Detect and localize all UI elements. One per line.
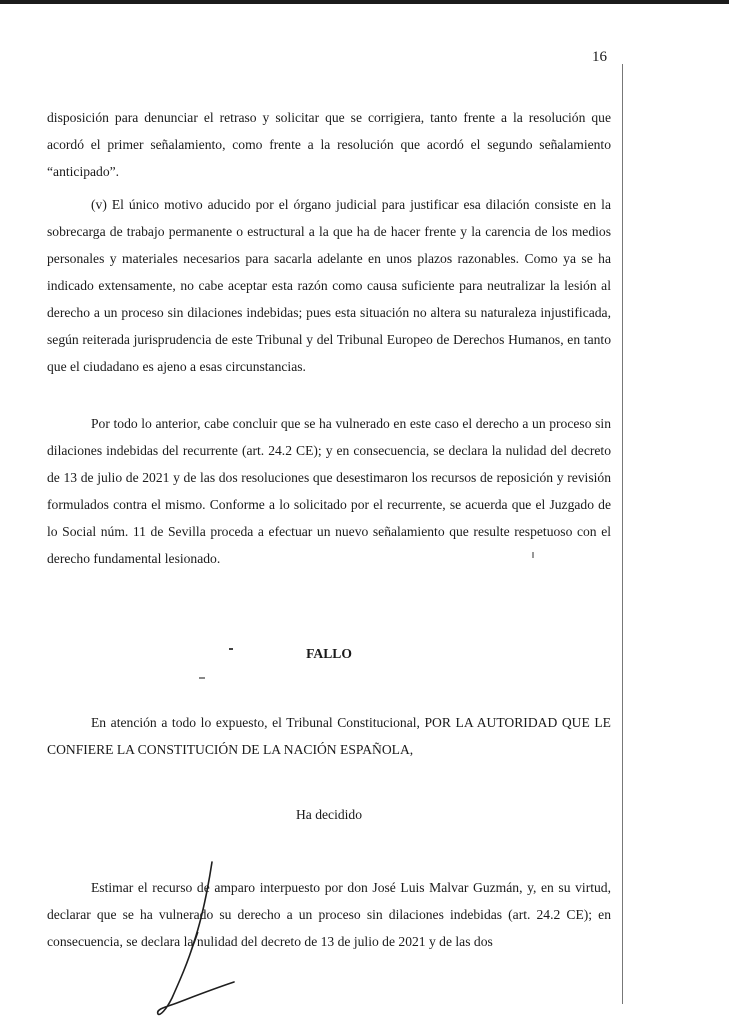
right-margin-rule — [622, 64, 623, 1004]
paragraph-authority: En atención a todo lo expuesto, el Tribunal Constitucional, POR LA AUTORIDAD QUE LE CONFIERE LA CONSTITUCIÓN DE LA NACIÓN ESPAÑOLA, — [47, 715, 611, 757]
paragraph-continuation: disposición para denunciar el retraso y solicitar que se corrigiera, tanto frente a la resolución que acordó el primer señalamiento, como frente a la resolución que acordó el segundo señalamiento “anticipado”. — [47, 110, 611, 179]
ha-decidido-heading: Ha decidido — [295, 807, 363, 822]
paragraph-conclusion: Por todo lo anterior, cabe concluir que se ha vulnerado en este caso el derecho a un proceso sin dilaciones indebidas del recurrente (art. 24.2 CE); y en consecuencia, se declara la nulidad del decreto de 13 de julio de 2021 y de las dos resoluciones que desestimaron los recursos de reposición y revisión formulados contra el mismo. Conforme a lo solicitado por el recurrente, se acuerda que el Juzgado de lo Social núm. 11 de Sevilla proceda a efectuar un nuevo señalamiento que resulte respetuoso con el derecho fundamental lesionado. — [47, 416, 611, 566]
page-number: 16 — [592, 49, 607, 65]
scan-speck — [532, 552, 534, 558]
scan-top-edge — [0, 0, 729, 4]
paragraph-ruling: Estimar el recurso de amparo interpuesto por don José Luis Malvar Guzmán, y, en su virtud, declarar que se ha vulnerado su derecho a un proceso sin dilaciones indebidas (art. 24.2 CE); en consecuencia, se declara la nulidad del decreto de 13 de julio de 2021 y de las dos — [47, 880, 611, 949]
handwritten-signature-mark — [150, 858, 240, 1018]
fallo-heading: FALLO — [306, 646, 352, 661]
paragraph-item-v: (v) El único motivo aducido por el órgano judicial para justificar esa dilación consiste en la sobrecarga de trabajo permanente o estructural a la que ha de hacer frente y la carencia de los medios personales y materiales necesarios para sacarla adelante en unos plazos razonables. Como ya se ha indicado extensamente, no cabe aceptar esta razón como causa suficiente para neutralizar la lesión al derecho a un proceso sin dilaciones indebidas; pues esta situación no altera su naturaleza injustificada, según reiterada jurisprudencia de este Tribunal y del Tribunal Europeo de Derechos Humanos, en tanto que el ciudadano es ajeno a esas circunstancias. — [47, 197, 611, 374]
scan-speck — [229, 648, 233, 650]
scan-speck — [199, 677, 205, 679]
